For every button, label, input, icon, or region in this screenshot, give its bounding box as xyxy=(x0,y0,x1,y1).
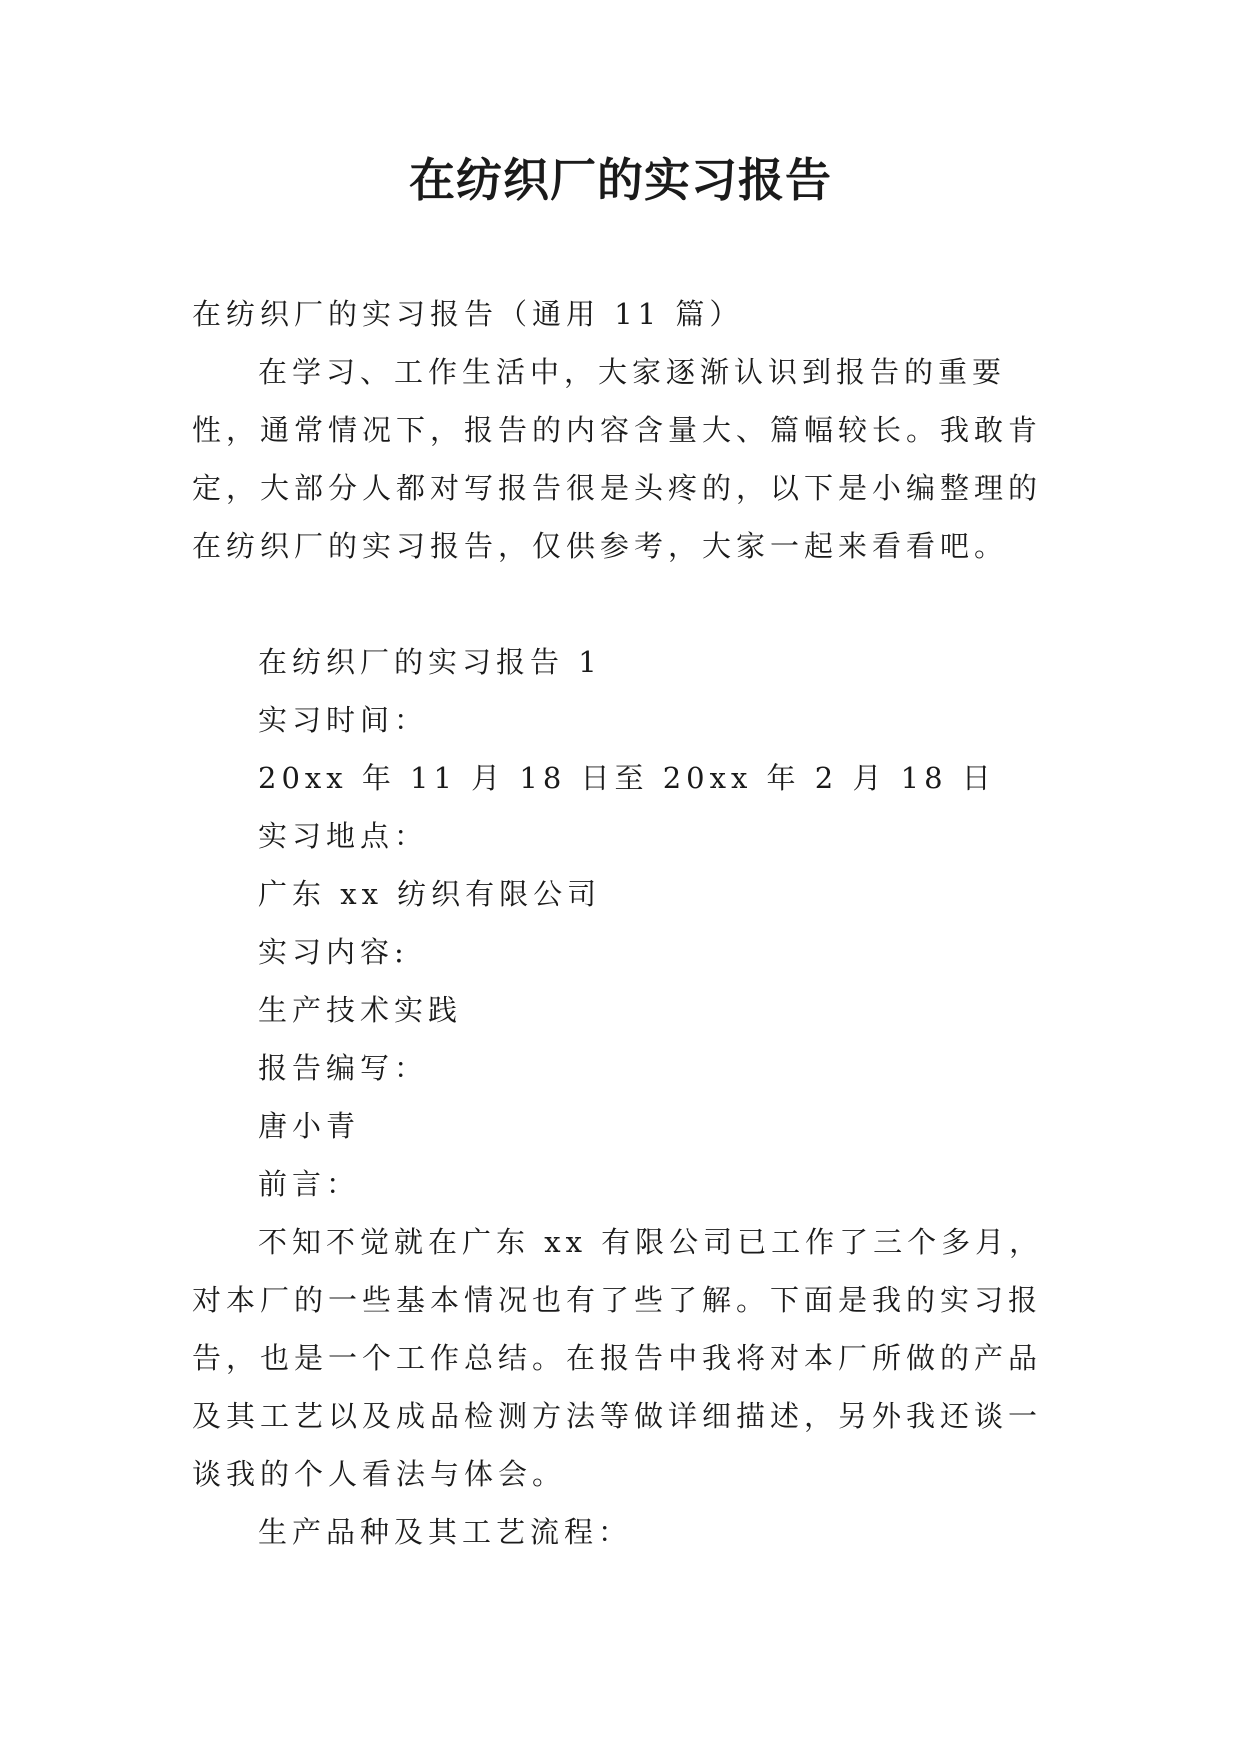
internship-content-label: 实习内容: xyxy=(258,935,409,969)
internship-location-value: 广东 xx 纺织有限公司 xyxy=(258,877,602,911)
preface-paragraph: 不知不觉就在广东 xx 有限公司已工作了三个多月，对本厂的一些基本情况也有了些了解。下面是我的实习报告，也是一个工作总结。在报告中我将对本厂所做的产品及其工艺以及成品检测方法等做详细描述，另外我还谈一谈我的个人看法与体会。 xyxy=(192,1225,1044,1491)
document-title: 在纺织厂的实习报告 xyxy=(409,153,832,207)
section-heading: 在纺织厂的实习报告 1 xyxy=(258,645,602,679)
report-author-label: 报告编写： xyxy=(258,1051,429,1085)
document-subtitle: 在纺织厂的实习报告（通用 11 篇） xyxy=(192,297,744,331)
report-author-value: 唐小青 xyxy=(258,1109,361,1143)
intro-paragraph: 在学习、工作生活中，大家逐渐认识到报告的重要性，通常情况下，报告的内容含量大、篇幅较长。我敢肯定，大部分人都对写报告很是头疼的，以下是小编整理的在纺织厂的实习报告，仅供参考，大家一起来看看吧。 xyxy=(192,355,1043,563)
paragraph-gap xyxy=(192,575,1072,633)
internship-time-value: 20xx 年 11 月 18 日至 20xx 年 2 月 18 日 xyxy=(258,761,996,795)
internship-time-label: 实习时间： xyxy=(258,703,429,737)
document-body xyxy=(192,285,1072,1561)
internship-content-value: 生产技术实践 xyxy=(258,993,463,1027)
internship-location-label: 实习地点： xyxy=(258,819,429,853)
preface-label: 前言： xyxy=(258,1167,361,1201)
process-heading: 生产品种及其工艺流程： xyxy=(258,1515,633,1549)
